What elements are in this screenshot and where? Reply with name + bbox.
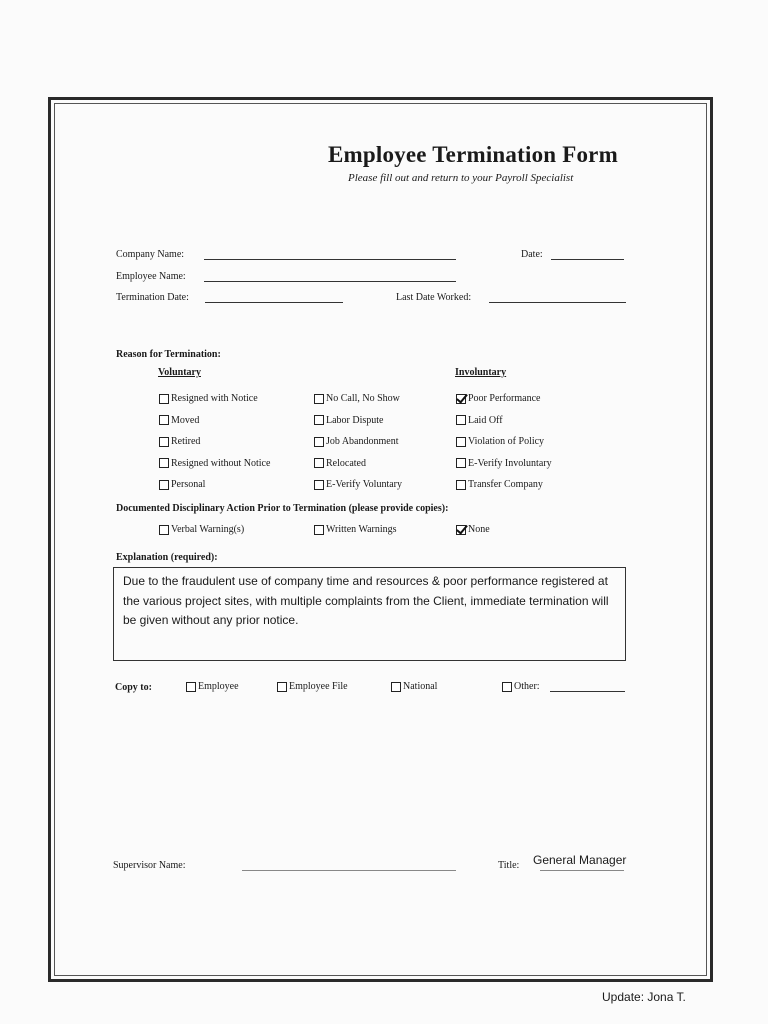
voluntary-heading: Voluntary bbox=[158, 367, 201, 378]
employee-name-label: Employee Name: bbox=[116, 271, 186, 282]
checkbox-box[interactable] bbox=[456, 458, 466, 468]
checkbox-e-verify-voluntary[interactable]: E-Verify Voluntary bbox=[314, 474, 402, 496]
middle-column bbox=[314, 388, 402, 496]
checkbox-resigned-without-notice[interactable]: Resigned without Notice bbox=[159, 453, 270, 475]
last-date-worked-line[interactable] bbox=[489, 302, 626, 303]
checkbox-none[interactable]: None bbox=[456, 524, 490, 535]
checkbox-box[interactable] bbox=[159, 525, 169, 535]
title-line[interactable] bbox=[540, 870, 624, 871]
form-title: Employee Termination Form bbox=[328, 142, 618, 167]
involuntary-column bbox=[456, 388, 552, 496]
checkbox-copy-employee-file[interactable]: Employee File bbox=[277, 681, 348, 692]
checkbox-copy-national[interactable]: National bbox=[391, 681, 437, 692]
checkbox-written-warnings[interactable]: Written Warnings bbox=[314, 524, 397, 535]
checkbox-box[interactable] bbox=[159, 458, 169, 468]
checkbox-box[interactable] bbox=[186, 682, 196, 692]
checkbox-box[interactable] bbox=[314, 415, 324, 425]
checkbox-box-checked[interactable] bbox=[456, 394, 466, 404]
checkbox-copy-employee[interactable]: Employee bbox=[186, 681, 239, 692]
title-value: General Manager bbox=[533, 853, 627, 867]
copy-to-label: Copy to: bbox=[115, 682, 152, 693]
checkbox-copy-other[interactable]: Other: bbox=[502, 681, 540, 692]
checkbox-box[interactable] bbox=[502, 682, 512, 692]
update-note: Update: Jona T. bbox=[602, 990, 686, 1004]
checkbox-box[interactable] bbox=[159, 437, 169, 447]
explanation-text: Due to the fraudulent use of company time and resources & poor performance registered at the various project sites, with multiple complaints from the Client, immediate termination will be given without any prior notice. bbox=[123, 574, 609, 627]
title-label: Title: bbox=[498, 860, 520, 871]
checkbox-verbal-warnings[interactable]: Verbal Warning(s) bbox=[159, 524, 244, 535]
supervisor-name-line[interactable] bbox=[242, 870, 456, 871]
checkbox-relocated[interactable]: Relocated bbox=[314, 453, 402, 475]
checkbox-resigned-with-notice[interactable]: Resigned with Notice bbox=[159, 388, 270, 410]
checkbox-personal[interactable]: Personal bbox=[159, 474, 270, 496]
form-subtitle: Please fill out and return to your Payroll Specialist bbox=[348, 172, 574, 184]
checkbox-no-call-no-show[interactable]: No Call, No Show bbox=[314, 388, 402, 410]
termination-date-line[interactable] bbox=[205, 302, 343, 303]
explanation-heading: Explanation (required): bbox=[116, 552, 218, 563]
checkbox-box[interactable] bbox=[456, 480, 466, 490]
checkbox-poor-performance[interactable]: Poor Performance bbox=[456, 388, 552, 410]
checkbox-box[interactable] bbox=[391, 682, 401, 692]
company-name-line[interactable] bbox=[204, 259, 456, 260]
termination-date-label: Termination Date: bbox=[116, 292, 189, 303]
checkbox-labor-dispute[interactable]: Labor Dispute bbox=[314, 410, 402, 432]
checkbox-box[interactable] bbox=[159, 415, 169, 425]
reason-heading: Reason for Termination: bbox=[116, 349, 221, 360]
checkbox-transfer-company[interactable]: Transfer Company bbox=[456, 474, 552, 496]
checkbox-box[interactable] bbox=[159, 394, 169, 404]
checkbox-box[interactable] bbox=[277, 682, 287, 692]
checkbox-box[interactable] bbox=[456, 415, 466, 425]
form-frame bbox=[48, 97, 713, 982]
checkbox-box[interactable] bbox=[314, 458, 324, 468]
checkbox-box[interactable] bbox=[456, 437, 466, 447]
checkbox-box-checked[interactable] bbox=[456, 525, 466, 535]
checkbox-box[interactable] bbox=[314, 437, 324, 447]
checkbox-laid-off[interactable]: Laid Off bbox=[456, 410, 552, 432]
checkbox-box[interactable] bbox=[159, 480, 169, 490]
checkbox-box[interactable] bbox=[314, 394, 324, 404]
employee-name-line[interactable] bbox=[204, 281, 456, 282]
voluntary-column bbox=[159, 388, 270, 496]
checkbox-job-abandonment[interactable]: Job Abandonment bbox=[314, 431, 402, 453]
checkbox-box[interactable] bbox=[314, 480, 324, 490]
date-line[interactable] bbox=[551, 259, 624, 260]
disciplinary-heading: Documented Disciplinary Action Prior to Termination (please provide copies): bbox=[116, 503, 449, 514]
checkbox-moved[interactable]: Moved bbox=[159, 410, 270, 432]
checkbox-e-verify-involuntary[interactable]: E-Verify Involuntary bbox=[456, 453, 552, 475]
date-label: Date: bbox=[521, 249, 543, 260]
checkbox-retired[interactable]: Retired bbox=[159, 431, 270, 453]
checkbox-box[interactable] bbox=[314, 525, 324, 535]
company-name-label: Company Name: bbox=[116, 249, 185, 260]
involuntary-heading: Involuntary bbox=[455, 367, 507, 378]
last-date-worked-label: Last Date Worked: bbox=[396, 292, 472, 303]
form-frame-inner bbox=[54, 103, 707, 976]
supervisor-name-label: Supervisor Name: bbox=[113, 860, 186, 871]
copy-other-line[interactable] bbox=[550, 691, 625, 692]
checkbox-violation-of-policy[interactable]: Violation of Policy bbox=[456, 431, 552, 453]
